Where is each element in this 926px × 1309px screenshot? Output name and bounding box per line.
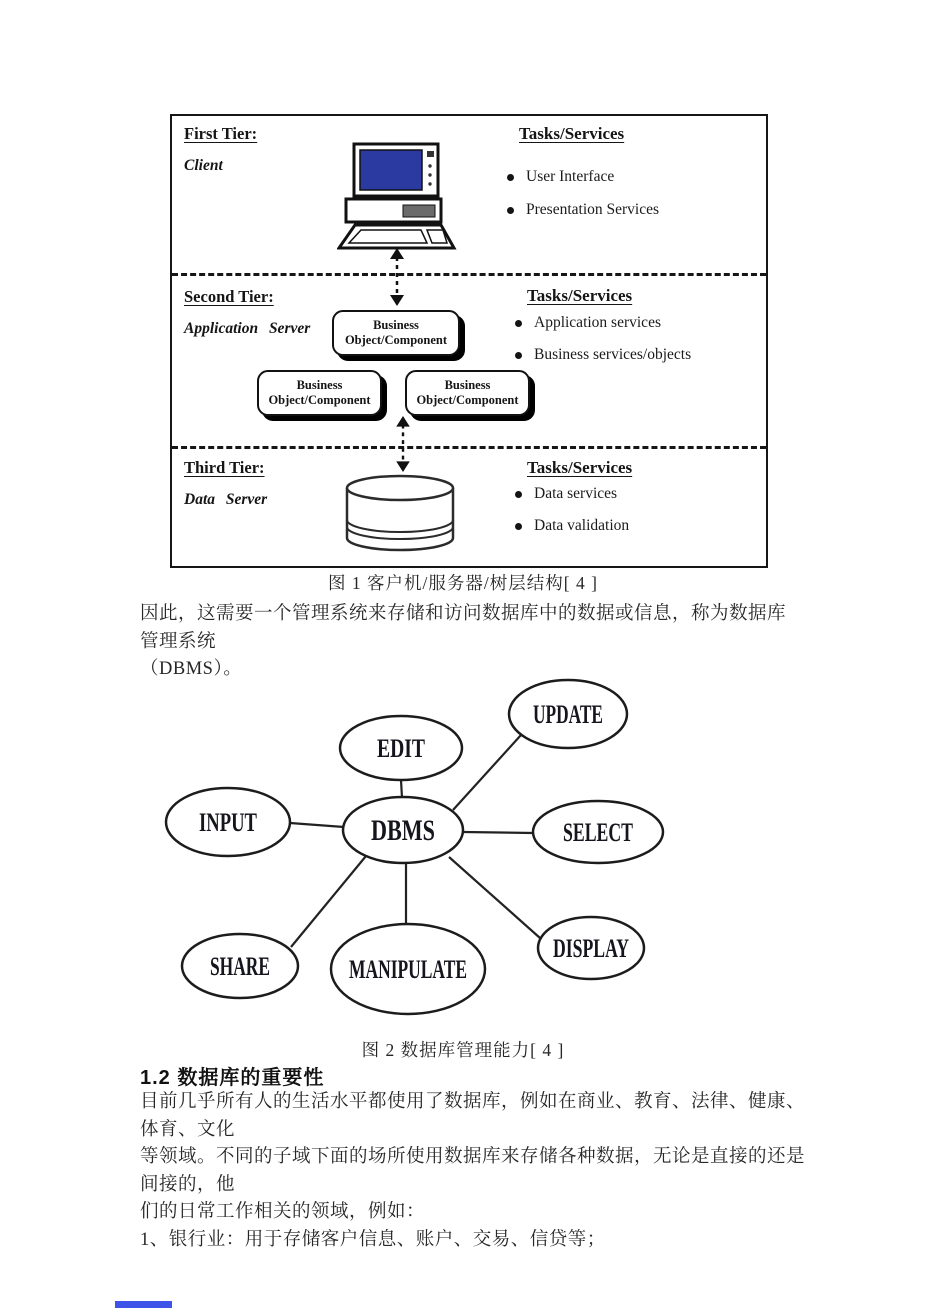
node-select-label: SELECT <box>563 818 633 847</box>
tier2-tasks-heading: Tasks/Services <box>527 286 633 305</box>
tier-separator-1 <box>172 273 766 276</box>
bullet-icon <box>515 491 522 498</box>
business-object-box: Business Object/Component <box>332 310 460 356</box>
figure2-caption: 图 2 数据库管理能力[ 4 ] <box>361 1040 565 1060</box>
tier1-task-item: Presentation Services <box>507 201 659 219</box>
figure-client-server-architecture <box>170 114 768 568</box>
desktop-computer-icon <box>337 142 462 252</box>
double-arrow-icon <box>392 416 414 472</box>
first-tier-sublabel: Client <box>184 157 223 174</box>
monitor-screen <box>360 150 422 190</box>
third-tier-label: Third Tier: <box>184 458 265 477</box>
figure-dbms-capabilities <box>150 675 800 1030</box>
node-edit-label: EDIT <box>377 734 425 763</box>
paragraph-dbms-intro <box>140 601 800 684</box>
paragraph-line: 等领域。不同的子域下面的场所使用数据库来存储各种数据，无论是直接的还是间接的，他 <box>140 1147 806 1195</box>
figure1-caption: 图 1 客户机/服务器/树层结构[ 4 ] <box>328 573 598 593</box>
second-tier-sublabel: Application Server <box>184 320 311 337</box>
section-body <box>140 1089 805 1254</box>
business-object-box: Business Object/Component <box>257 370 382 416</box>
tier1-task-item: User Interface <box>507 168 614 186</box>
tier2-task-item: Business services/objects <box>515 346 691 364</box>
bullet-icon <box>515 523 522 530</box>
list-item-banking: 1、银行业：用于存储客户信息、账户、交易、信贷等； <box>140 1229 606 1250</box>
section-heading: 1.2 数据库的重要性 <box>140 1067 325 1089</box>
paragraph-line: 因此，这需要一个管理系统来存储和访问数据库中的数据或信息，称为数据库管理系统 <box>140 604 787 652</box>
node-dbms-label: DBMS <box>371 814 435 847</box>
node-share-label: SHARE <box>210 952 270 981</box>
paragraph-line: （DBMS）。 <box>140 659 243 679</box>
business-object-box: Business Object/Component <box>405 370 530 416</box>
node-manipulate-label: MANIPULATE <box>349 955 467 984</box>
tier-separator-2 <box>172 446 766 449</box>
node-display-label: DISPLAY <box>553 934 630 963</box>
tier3-tasks-heading: Tasks/Services <box>527 458 633 477</box>
double-arrow-icon <box>386 248 408 306</box>
tier3-task-item: Data services <box>515 485 617 503</box>
tier2-task-item: Application services <box>515 314 661 332</box>
bullet-icon <box>507 174 514 181</box>
node-update-label: UPDATE <box>533 700 603 729</box>
paragraph-line: 们的日常工作相关的领域，例如： <box>140 1202 426 1222</box>
second-tier-label: Second Tier: <box>184 287 274 306</box>
bullet-icon <box>507 207 514 214</box>
first-tier-label: First Tier: <box>184 124 258 143</box>
third-tier-sublabel: Data Server <box>184 491 268 508</box>
tier1-tasks-heading: Tasks/Services <box>519 124 625 143</box>
bullet-icon <box>515 352 522 359</box>
tier3-task-item: Data validation <box>515 517 629 535</box>
paragraph-line: 目前几乎所有人的生活水平都使用了数据库，例如在商业、教育、法律、健康、体育、文化 <box>140 1092 806 1140</box>
accent-bar <box>115 1301 172 1308</box>
bullet-icon <box>515 320 522 327</box>
database-cylinder-icon <box>345 474 455 552</box>
node-input-label: INPUT <box>199 808 257 837</box>
